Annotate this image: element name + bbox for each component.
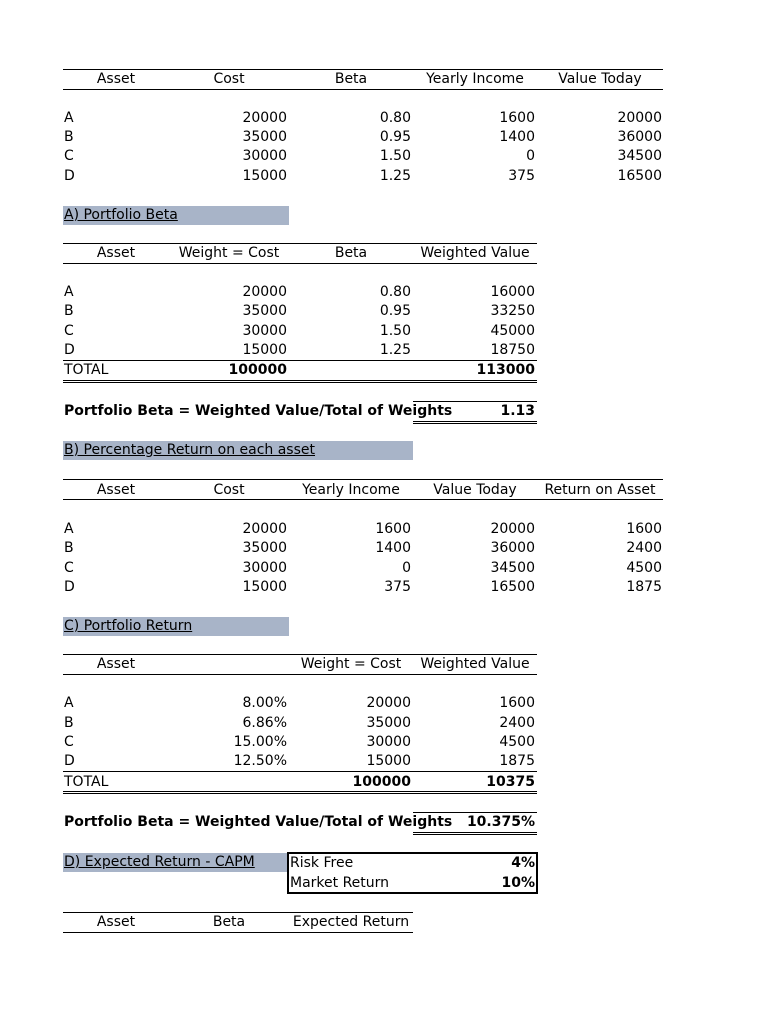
- cell-return-on-asset: 1600: [626, 521, 662, 537]
- cell-beta: 1.50: [379, 148, 411, 164]
- cell-cost: 35000: [242, 540, 287, 556]
- section-d-title: D) Expected Return - CAPM: [63, 853, 289, 872]
- column-header-cost: Cost: [213, 482, 245, 498]
- cell-asset: B: [64, 715, 74, 731]
- risk-free-value: 4%: [511, 855, 535, 871]
- table-header-border: [63, 263, 537, 264]
- cell-weighted-value: 1875: [499, 753, 535, 769]
- cell-cost: 30000: [242, 560, 287, 576]
- cell-asset: C: [64, 323, 74, 339]
- cell-beta: 0.95: [379, 303, 411, 319]
- cell-beta: 0.95: [379, 129, 411, 145]
- cell-asset: C: [64, 560, 74, 576]
- column-header-value-today: Value Today: [433, 482, 517, 498]
- total-label: TOTAL: [64, 774, 109, 790]
- cell-percentage-return: 12.50%: [233, 753, 287, 769]
- section-a-title: A) Portfolio Beta: [63, 206, 289, 225]
- cell-cost: 35000: [242, 129, 287, 145]
- cell-cost: 20000: [242, 110, 287, 126]
- risk-free-label: Risk Free: [290, 855, 354, 871]
- portfolio-return-formula: Portfolio Beta = Weighted Value/Total of Weights: [64, 814, 453, 830]
- cell-asset: A: [64, 695, 74, 711]
- cell-asset: A: [64, 521, 74, 537]
- cell-value-today: 20000: [617, 110, 662, 126]
- cell-yearly-income: 1600: [499, 110, 535, 126]
- cell-weight: 20000: [366, 695, 411, 711]
- cell-weighted-value: 18750: [490, 342, 535, 358]
- cell-weighted-value: 33250: [490, 303, 535, 319]
- cell-value-today: 36000: [617, 129, 662, 145]
- cell-beta: 1.25: [379, 342, 411, 358]
- cell-percentage-return: 8.00%: [242, 695, 287, 711]
- table-header-border: [63, 674, 537, 675]
- cell-yearly-income: 0: [526, 148, 535, 164]
- cell-weight: 35000: [242, 303, 287, 319]
- cell-value-today: 34500: [490, 560, 535, 576]
- cell-weight: 20000: [242, 284, 287, 300]
- cell-asset: D: [64, 168, 75, 184]
- column-header-value-today: Value Today: [558, 71, 642, 87]
- total-label: TOTAL: [64, 362, 109, 378]
- section-b-title: B) Percentage Return on each asset: [63, 441, 413, 460]
- cell-asset: A: [64, 284, 74, 300]
- cell-weight: 30000: [366, 734, 411, 750]
- cell-weighted-value: 16000: [490, 284, 535, 300]
- table-header-border: [63, 932, 413, 933]
- total-double-border: [63, 791, 537, 794]
- cell-beta: 1.25: [379, 168, 411, 184]
- column-header-beta: Beta: [212, 914, 246, 930]
- cell-beta: 0.80: [379, 284, 411, 300]
- cell-beta: 1.50: [379, 323, 411, 339]
- column-header-asset: Asset: [96, 245, 136, 261]
- column-header-yearly-income: Yearly Income: [426, 71, 524, 87]
- column-header-weighted-value: Weighted Value: [420, 245, 530, 261]
- total-double-border: [63, 380, 537, 383]
- cell-beta: 0.80: [379, 110, 411, 126]
- market-return-value: 10%: [501, 875, 535, 891]
- cell-asset: D: [64, 342, 75, 358]
- cell-asset: B: [64, 540, 74, 556]
- result-double-border: [413, 421, 537, 424]
- cell-yearly-income: 1400: [499, 129, 535, 145]
- cell-yearly-income: 0: [402, 560, 411, 576]
- total-weighted-value: 10375: [486, 774, 535, 790]
- column-header-beta: Beta: [334, 71, 368, 87]
- column-header-asset: Asset: [96, 656, 136, 672]
- cell-percentage-return: 6.86%: [242, 715, 287, 731]
- cell-asset: A: [64, 110, 74, 126]
- cell-cost: 15000: [242, 579, 287, 595]
- column-header-asset: Asset: [96, 482, 136, 498]
- section-c-title: C) Portfolio Return: [63, 617, 289, 636]
- column-header-cost: Cost: [213, 71, 245, 87]
- table-header-border: [63, 89, 663, 90]
- cell-asset: D: [64, 753, 75, 769]
- portfolio-beta-formula: Portfolio Beta = Weighted Value/Total of Weights: [64, 403, 453, 419]
- cell-value-today: 16500: [490, 579, 535, 595]
- column-header-beta: Beta: [334, 245, 368, 261]
- cell-cost: 20000: [242, 521, 287, 537]
- column-header-weight: Weight = Cost: [178, 245, 280, 261]
- cell-return-on-asset: 2400: [626, 540, 662, 556]
- total-weight: 100000: [352, 774, 411, 790]
- cell-asset: B: [64, 129, 74, 145]
- cell-cost: 30000: [242, 148, 287, 164]
- portfolio-beta-result: 1.13: [500, 403, 535, 419]
- cell-weighted-value: 45000: [490, 323, 535, 339]
- cell-weighted-value: 1600: [499, 695, 535, 711]
- cell-return-on-asset: 4500: [626, 560, 662, 576]
- column-header-weighted-value: Weighted Value: [420, 656, 530, 672]
- column-header-yearly-income: Yearly Income: [302, 482, 400, 498]
- cell-value-today: 20000: [490, 521, 535, 537]
- total-weighted-value: 113000: [476, 362, 535, 378]
- cell-return-on-asset: 1875: [626, 579, 662, 595]
- cell-value-today: 36000: [490, 540, 535, 556]
- cell-yearly-income: 1600: [375, 521, 411, 537]
- total-weight: 100000: [228, 362, 287, 378]
- result-double-border: [413, 832, 537, 835]
- cell-yearly-income: 1400: [375, 540, 411, 556]
- cell-weight: 30000: [242, 323, 287, 339]
- cell-asset: C: [64, 148, 74, 164]
- cell-weight: 15000: [242, 342, 287, 358]
- column-header-expected-return: Expected Return: [292, 914, 410, 930]
- cell-value-today: 16500: [617, 168, 662, 184]
- cell-weight: 35000: [366, 715, 411, 731]
- column-header-asset: Asset: [96, 71, 136, 87]
- portfolio-return-result: 10.375%: [466, 814, 535, 830]
- cell-yearly-income: 375: [384, 579, 411, 595]
- cell-yearly-income: 375: [508, 168, 535, 184]
- cell-value-today: 34500: [617, 148, 662, 164]
- column-header-return-on-asset: Return on Asset: [544, 482, 656, 498]
- cell-weight: 15000: [366, 753, 411, 769]
- market-return-label: Market Return: [290, 875, 390, 891]
- cell-asset: B: [64, 303, 74, 319]
- cell-percentage-return: 15.00%: [233, 734, 287, 750]
- column-header-asset: Asset: [96, 914, 136, 930]
- table-header-border: [63, 499, 663, 500]
- cell-asset: C: [64, 734, 74, 750]
- column-header-weight: Weight = Cost: [300, 656, 402, 672]
- cell-weighted-value: 4500: [499, 734, 535, 750]
- cell-weighted-value: 2400: [499, 715, 535, 731]
- cell-cost: 15000: [242, 168, 287, 184]
- cell-asset: D: [64, 579, 75, 595]
